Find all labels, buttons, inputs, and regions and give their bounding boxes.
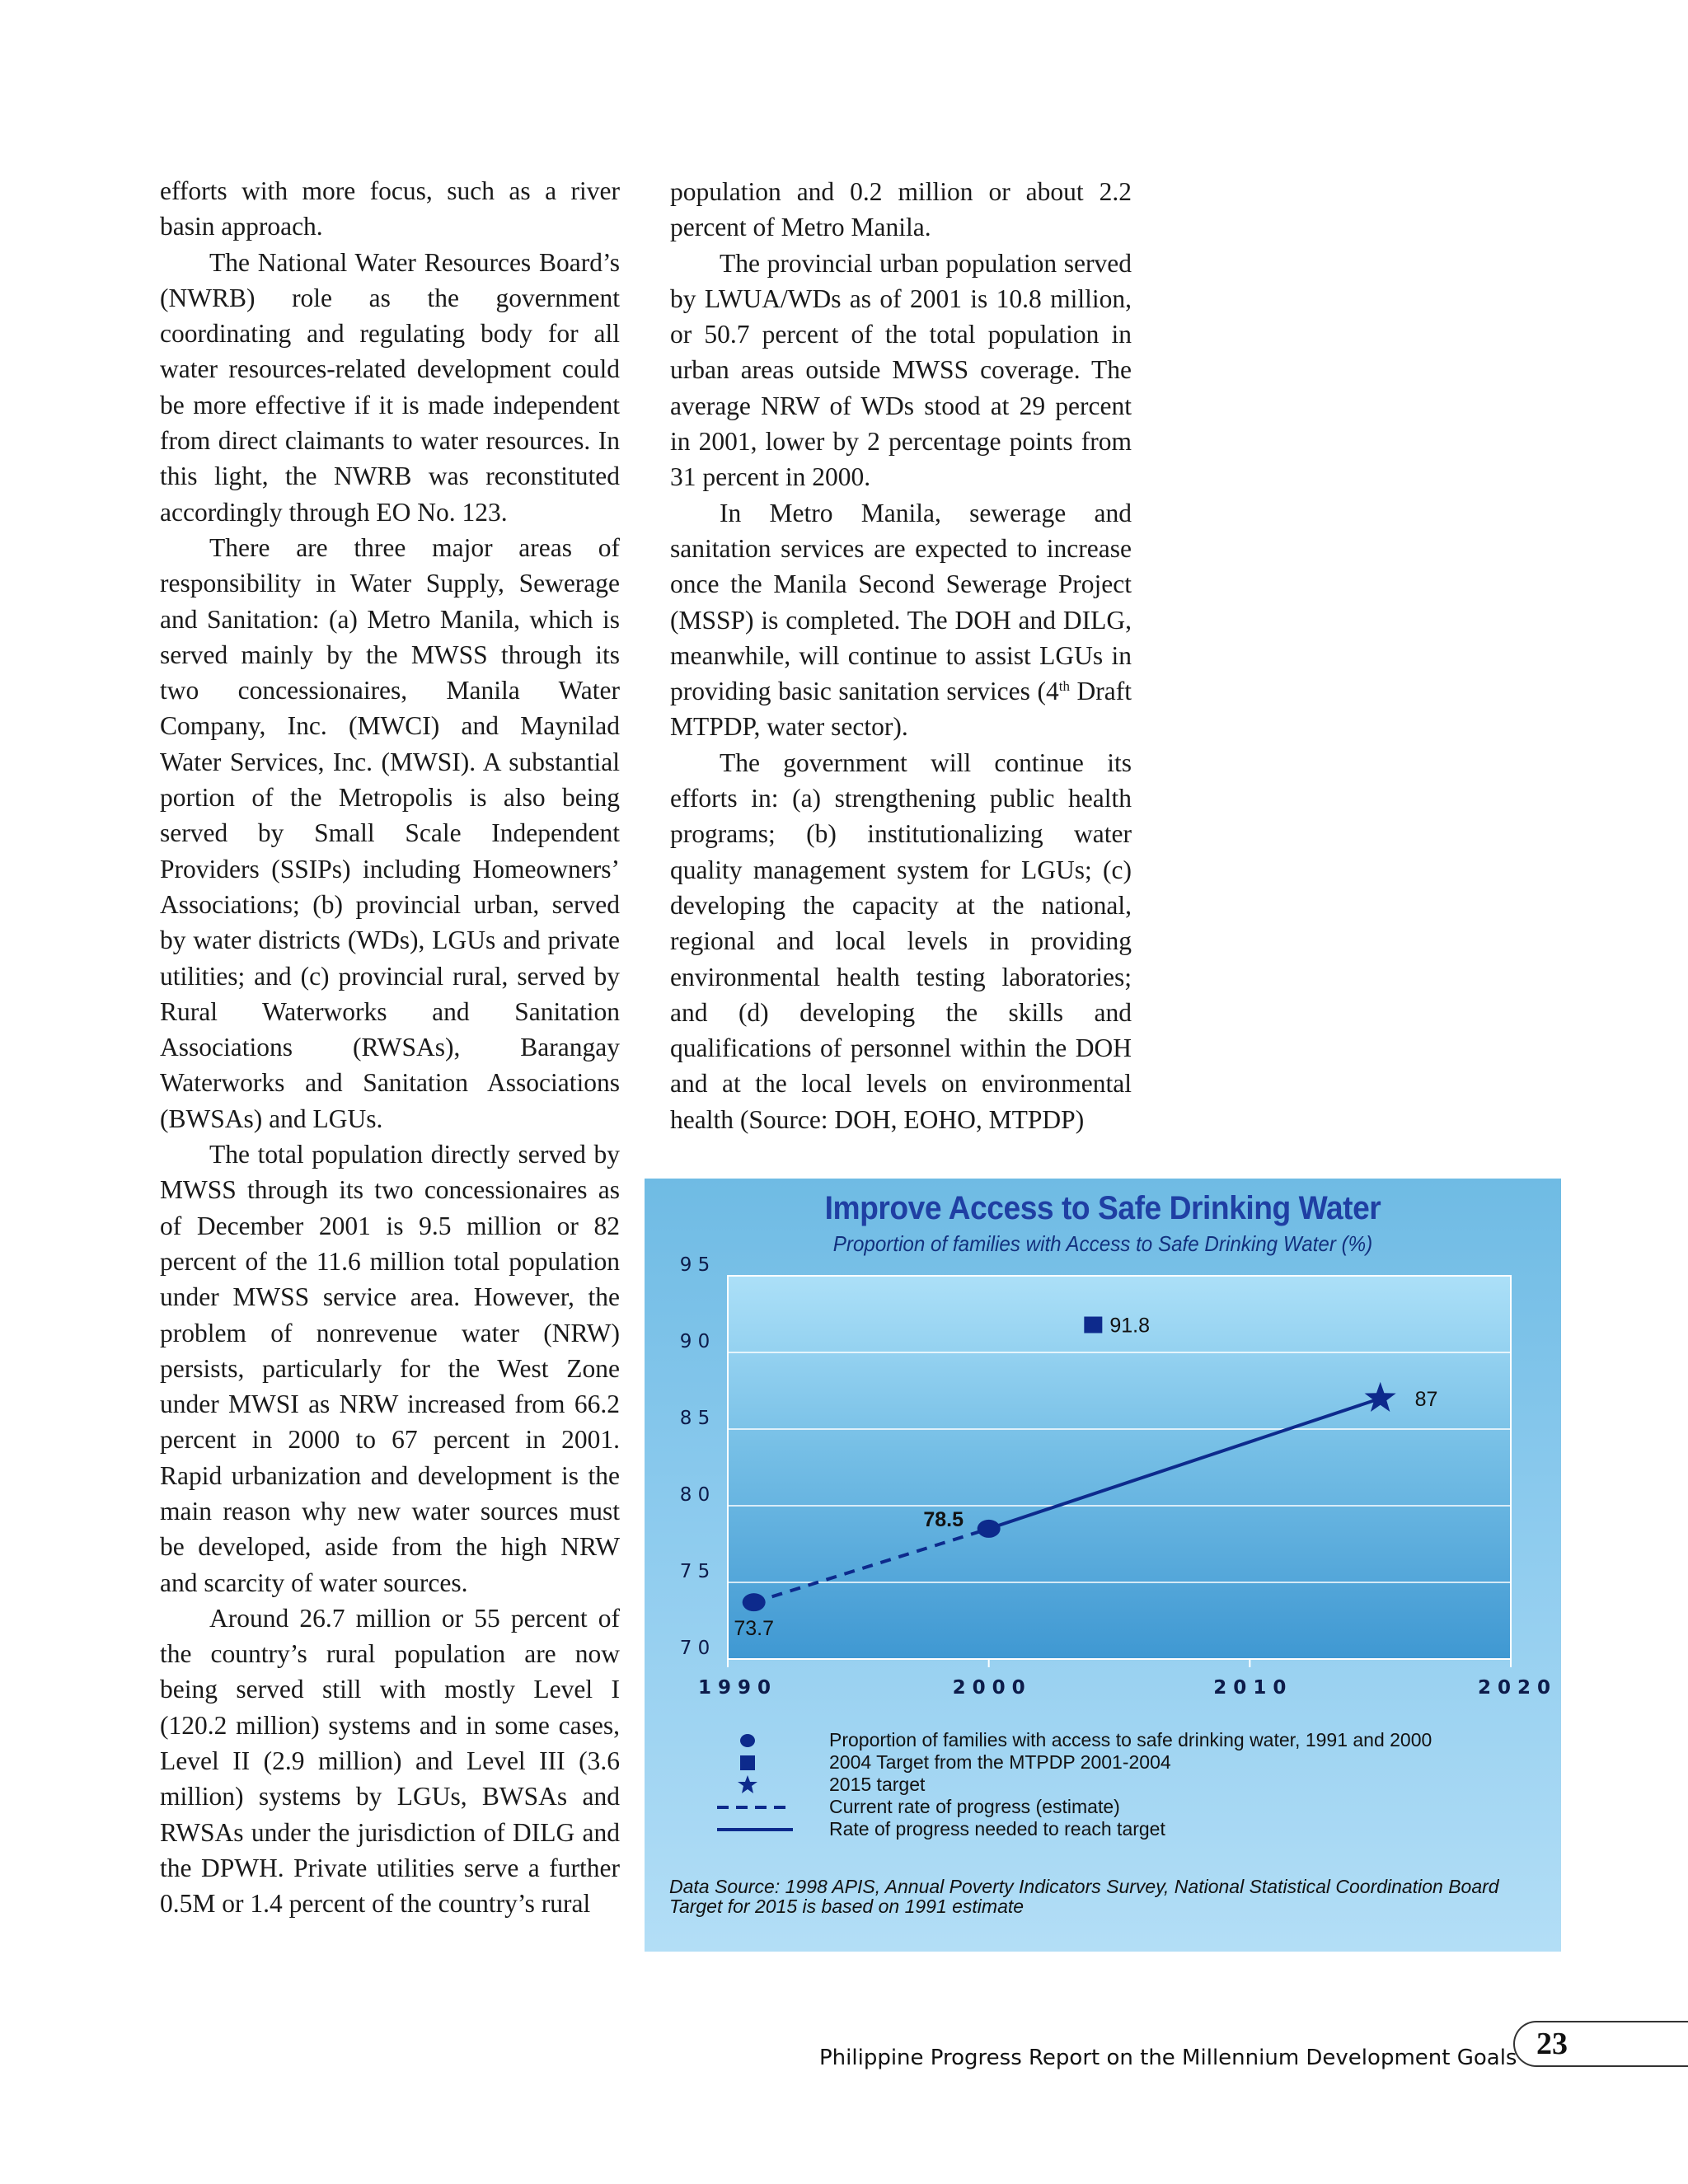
paragraph: The government will continue its efforts in: (a) strengthening public health programs; (b) institutionalizing water quality management system for LGUs; (c) developing the capacity at the national, regional and local levels in providing environmental health testing laboratories; and (d) developing the skills and qualifications of personnel within the DOH and at the local levels on environmental health (Source: DOH, EOHO, MTPDP) [670,748,1132,1134]
legend-item [710,1796,1535,1818]
data-source-note [669,1877,1543,1916]
legend-item [710,1818,1535,1840]
paragraph: There are three major areas of responsibility in Water Supply, Sewerage and Sanitation: (a) Metro Manila, which is served mainly by the MWSS through its two concessionaires, Manila Water Company, Inc. (MWCI) and Maynilad Water Services, Inc. (MWSI). A substantial portion of the Metropolis is also being served by Small Scale Independent Providers (SSIPs) including Homeowners’ Associations; (b) provincial urban, served by water districts (WDs), LGUs and private utilities; and (c) provincial rural, served by Rural Waterworks and Sanitation Associations (RWSAs), Barangay Waterworks and Sanitation Associations (BWSAs) and LGUs. [160,532,620,1133]
footer-title: Philippine Progress Report on the Millennium Development Goals [819,2046,1517,2070]
source-line: Data Source: 1998 APIS, Annual Poverty Indicators Survey, National Statistical Coordination Board [669,1876,1499,1897]
paragraph-text: In Metro Manila, sewerage and sanitation services are expected to increase once the Manila Second Sewerage Project (MSSP) is completed. The DOH and DILG, meanwhile, will continue to assist LGUs in providing basic sanitation services (4 [670,498,1132,706]
y-tick-label: 8 0 [679,1484,710,1506]
paragraph-text: Draft MTPDP, water sector). [670,677,1132,742]
y-tick-label: 9 0 [679,1331,710,1352]
data-label: 87 [1414,1387,1438,1411]
paragraph: The provincial urban population served by LWUA/WDs as of 2001 is 10.8 million, or 50.7 percent of the total population in urban areas outside MWSS coverage. The average NRW of WDs stood at 29 percent in 2001, lower by 2 percentage points from 31 percent in 2000. [670,248,1132,492]
y-tick-label: 7 5 [679,1561,710,1582]
paragraph: efforts with more focus, such as a river basin approach. [160,176,620,241]
left-text-column [160,173,620,1922]
x-tick-label: 2 0 0 0 [952,1677,1025,1699]
source-line: Target for 2015 is based on 1991 estimate [669,1896,1025,1917]
paragraph [670,495,1132,745]
data-label: 78.5 [923,1507,964,1531]
paragraph: population and 0.2 million or about 2.2 percent of Metro Manila. [670,177,1132,242]
legend-item [710,1729,1535,1751]
legend-label: 2004 Target from the MTPDP 2001-2004 [829,1751,1171,1773]
paragraph: The National Water Resources Board’s (NWRB) role as the government coordinating and regulating body for all water resources-related development could be more effective if it is made independent from direct claimants to water resources. In this light, the NWRB was reconstituted accordingly through EO No. 123. [160,247,620,527]
legend-item [710,1751,1535,1774]
y-tick-label: 7 0 [679,1638,710,1659]
solid-line-icon [710,1818,793,1840]
x-tick-label: 1 9 9 0 [697,1677,771,1699]
circle-marker-icon [710,1729,760,1751]
legend-label: 2015 target [829,1774,926,1795]
x-tick-label: 2 0 1 0 [1213,1677,1287,1699]
legend-label: Current rate of progress (estimate) [829,1796,1120,1817]
page-number-tab [1513,2021,1688,2067]
data-label: 91.8 [1109,1314,1151,1338]
chart-legend [710,1729,1535,1840]
circle-data-point [978,1520,1001,1538]
data-label: 73.7 [734,1617,775,1641]
chart-subtitle: Proportion of families with Access to Safe Drinking Water (%) [832,1231,1373,1256]
right-text-column [670,174,1132,1137]
chart-panel [645,1179,1561,1952]
paragraph: Around 26.7 million or 55 percent of the country’s rural population are now being served still with mostly Level I (120.2 million) systems and in some cases, Level II (2.9 million) and Level III (3.6 million) systems by LGUs, BWSAs and RWSAs under the jurisdiction of DILG and the DPWH. Private utilities serve a further 0.5M or 1.4 percent of the country’s rural [160,1603,620,1919]
legend-label: Proportion of families with access to safe drinking water, 1991 and 2000 [829,1729,1432,1750]
superscript: th [1058,678,1070,695]
star-marker-icon [710,1774,760,1796]
x-tick-label: 2 0 2 0 [1477,1677,1550,1699]
square-data-point [1084,1317,1102,1333]
y-tick-label: 8 5 [679,1408,710,1429]
legend-label: Rate of progress needed to reach target [829,1818,1165,1840]
dashed-line-icon [710,1796,793,1818]
square-marker-icon [710,1751,760,1774]
circle-data-point [743,1593,766,1611]
chart-title: Improve Access to Safe Drinking Water [824,1190,1381,1226]
page-number: 23 [1536,2027,1568,2061]
legend-item [710,1774,1535,1796]
y-tick-label: 9 5 [679,1254,710,1276]
paragraph: The total population directly served by MWSS through its two concessionaires as of December 2001 is 9.5 million or 82 percent of the 11.6 million total population under MWSS service area. However, the problem of nonrevenue water (NRW) persists, particularly for the West Zone under MWSI as NRW increased from 66.2 percent in 2000 to 67 percent in 2001. Rapid urbanization and development is the main reason why new water sources must be developed, aside from the high NRW and scarcity of water sources. [160,1140,620,1597]
